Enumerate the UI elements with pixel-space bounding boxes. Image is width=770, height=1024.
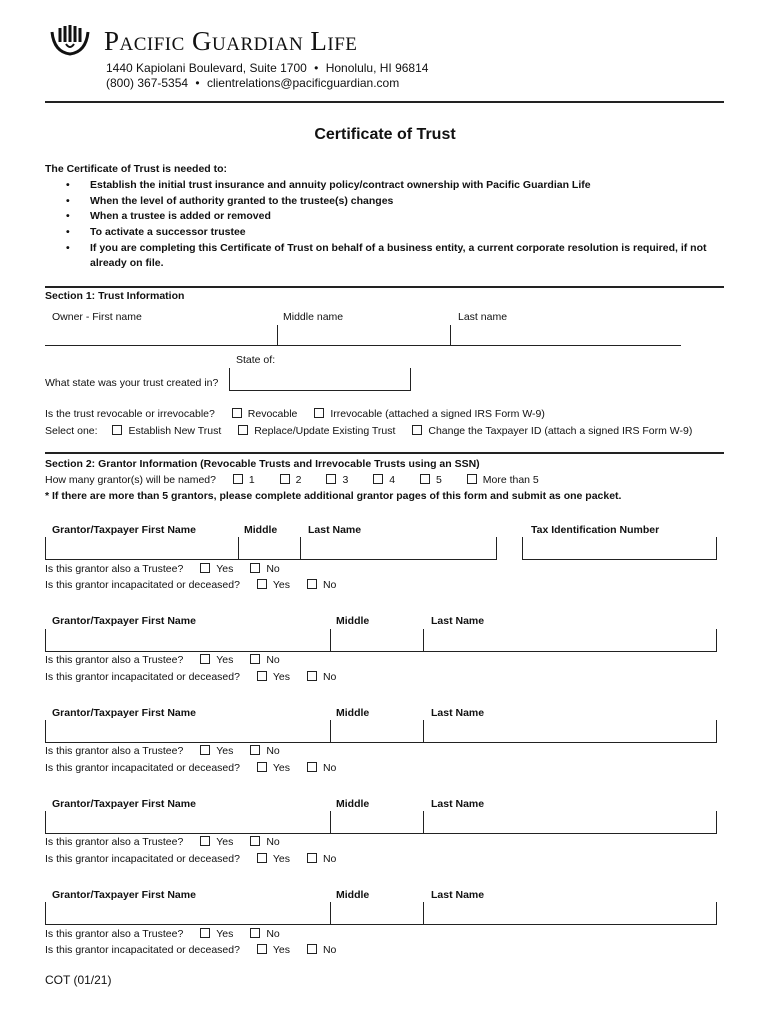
trustee-yes-option[interactable]: Yes (200, 836, 233, 848)
contact-line (106, 76, 399, 90)
incapacitated-no-option[interactable]: No (307, 762, 336, 774)
checkbox-icon[interactable] (257, 671, 267, 681)
revocable-row (45, 408, 559, 420)
section1-divider (45, 286, 724, 288)
grantor-last-label: Last Name (431, 615, 485, 627)
incapacitated-question-row (45, 944, 350, 956)
owner-first-label: Owner - First name (52, 311, 142, 323)
trustee-question-row (45, 654, 294, 666)
grantor-middle-label: Middle (336, 889, 370, 901)
select-one-label: Select one: (45, 425, 98, 437)
grantor-first-field[interactable] (45, 902, 330, 925)
trustee-question: Is this grantor also a Trustee? (45, 928, 184, 940)
grantor-middle-field[interactable] (330, 811, 423, 834)
checkbox-icon[interactable] (307, 944, 317, 954)
revocable-option[interactable]: Revocable (232, 408, 298, 420)
grantor-first-field[interactable] (45, 537, 238, 560)
trustee-question-row (45, 745, 294, 757)
checkbox-icon[interactable] (307, 853, 317, 863)
grantor-last-field[interactable] (423, 720, 717, 743)
owner-middle-field[interactable] (277, 325, 450, 346)
incapacitated-question-row (45, 762, 350, 774)
checkbox-icon[interactable] (250, 836, 260, 846)
trustee-yes-option[interactable]: Yes (200, 563, 233, 575)
grantor-last-label: Last Name (431, 798, 485, 810)
grantor-middle-field[interactable] (330, 629, 423, 652)
owner-last-field[interactable] (450, 325, 681, 346)
checkbox-icon[interactable] (373, 474, 383, 484)
grantor-last-label: Last Name (431, 707, 485, 719)
checkbox-icon[interactable] (238, 425, 248, 435)
trustee-question: Is this grantor also a Trustee? (45, 836, 184, 848)
bullet-separator: • (314, 61, 319, 75)
intro-bullet: • To activate a successor trustee (66, 226, 246, 238)
checkbox-icon[interactable] (200, 654, 210, 664)
incapacitated-no-option[interactable]: No (307, 579, 336, 591)
grantor-tin-label: Tax Identification Number (531, 524, 660, 536)
email: clientrelations@pacificguardian.com (206, 76, 400, 90)
phone: (800) 367-5354 (106, 76, 189, 90)
checkbox-icon[interactable] (257, 762, 267, 772)
grantor-middle-field[interactable] (330, 902, 423, 925)
grantor-note: * If there are more than 5 grantors, please complete additional grantor pages of this form and submit as one packet. (45, 490, 622, 502)
grantor-count-question: How many grantor(s) will be named? (45, 474, 216, 486)
trustee-yes-option[interactable]: Yes (200, 654, 233, 666)
revocable-question: Is the trust revocable or irrevocable? (45, 408, 215, 420)
checkbox-icon[interactable] (412, 425, 422, 435)
checkbox-icon[interactable] (257, 944, 267, 954)
incapacitated-question-row (45, 579, 350, 591)
owner-last-label: Last name (458, 311, 508, 323)
grantor-first-label: Grantor/Taxpayer First Name (52, 798, 196, 810)
trustee-question: Is this grantor also a Trustee? (45, 654, 184, 666)
grantor-first-label: Grantor/Taxpayer First Name (52, 889, 196, 901)
checkbox-icon[interactable] (326, 474, 336, 484)
select-one-row (45, 425, 706, 437)
grantor-middle-label: Middle (336, 707, 370, 719)
count-option-2[interactable]: 2 (280, 474, 302, 486)
checkbox-icon[interactable] (250, 654, 260, 664)
trustee-question: Is this grantor also a Trustee? (45, 745, 184, 757)
incapacitated-yes-option[interactable]: Yes (257, 944, 290, 956)
incapacitated-no-option[interactable]: No (307, 944, 336, 956)
checkbox-icon[interactable] (232, 408, 242, 418)
owner-middle-label: Middle name (283, 311, 344, 323)
checkbox-icon[interactable] (307, 579, 317, 589)
irrevocable-option[interactable]: Irrevocable (attached a signed IRS Form W-9) (314, 408, 545, 420)
incapacitated-question: Is this grantor incapacitated or deceased? (45, 762, 240, 774)
checkbox-icon[interactable] (200, 563, 210, 573)
intro-bullet: • If you are completing this Certificate of Trust on behalf of a business entity, a current corporate resolution is required, if not (66, 242, 707, 254)
trustee-yes-option[interactable]: Yes (200, 928, 233, 940)
grantor-first-label: Grantor/Taxpayer First Name (52, 707, 196, 719)
checkbox-icon[interactable] (200, 928, 210, 938)
count-option-1[interactable]: 1 (233, 474, 255, 486)
grantor-middle-field[interactable] (238, 537, 300, 560)
grantor-first-label: Grantor/Taxpayer First Name (52, 615, 196, 627)
grantor-tin-field[interactable] (522, 537, 717, 560)
intro-bullet-continuation: already on file. (90, 257, 164, 269)
checkbox-icon[interactable] (314, 408, 324, 418)
replace-trust-option[interactable]: Replace/Update Existing Trust (238, 425, 395, 437)
section2-heading: Section 2: Grantor Information (Revocable Trusts and Irrevocable Trusts using an SSN) (45, 458, 480, 470)
trustee-question-row (45, 563, 294, 575)
checkbox-icon[interactable] (280, 474, 290, 484)
grantor-last-label: Last Name (308, 524, 362, 536)
checkbox-icon[interactable] (250, 563, 260, 573)
count-option-more[interactable]: More than 5 (467, 474, 539, 486)
incapacitated-question: Is this grantor incapacitated or deceased? (45, 579, 240, 591)
trustee-question: Is this grantor also a Trustee? (45, 563, 184, 575)
checkbox-icon[interactable] (200, 836, 210, 846)
incapacitated-no-option[interactable]: No (307, 853, 336, 865)
incapacitated-question-row (45, 853, 350, 865)
checkbox-icon[interactable] (200, 745, 210, 755)
grantor-middle-label: Middle (336, 798, 370, 810)
grantor-first-field[interactable] (45, 629, 330, 652)
incapacitated-question: Is this grantor incapacitated or deceased? (45, 944, 240, 956)
intro-bullet: • When the level of authority granted to the trustee(s) changes (66, 195, 394, 207)
trustee-no-option[interactable]: No (250, 745, 279, 757)
count-option-5[interactable]: 5 (420, 474, 442, 486)
trustee-question-row (45, 928, 294, 940)
trustee-no-option[interactable]: No (250, 654, 279, 666)
grantor-last-field[interactable] (423, 629, 717, 652)
change-tax-option[interactable]: Change the Taxpayer ID (attach a signed IRS Form W-9) (412, 425, 692, 437)
checkbox-icon[interactable] (250, 928, 260, 938)
page-title: Certificate of Trust (314, 126, 456, 143)
incapacitated-question: Is this grantor incapacitated or deceased? (45, 671, 240, 683)
checkbox-icon[interactable] (467, 474, 477, 484)
state-question: What state was your trust created in? (45, 377, 219, 389)
checkbox-icon[interactable] (420, 474, 430, 484)
state-label: State of: (236, 354, 276, 366)
bullet-separator: • (195, 76, 200, 90)
grantor-middle-label: Middle (244, 524, 278, 536)
header-divider (45, 101, 724, 103)
checkbox-icon[interactable] (250, 745, 260, 755)
checkbox-icon[interactable] (307, 762, 317, 772)
grantor-count-row (45, 474, 553, 486)
grantor-last-field[interactable] (423, 902, 717, 925)
count-option-4[interactable]: 4 (373, 474, 395, 486)
street-address: 1440 Kapiolani Boulevard, Suite 1700 (106, 61, 307, 75)
section2-divider (45, 452, 724, 454)
checkbox-icon[interactable] (233, 474, 243, 484)
city-state-zip: Honolulu, HI 96814 (325, 61, 429, 75)
grantor-last-field[interactable] (300, 537, 497, 560)
trustee-yes-option[interactable]: Yes (200, 745, 233, 757)
grantor-first-field[interactable] (45, 811, 330, 834)
checkbox-icon[interactable] (257, 579, 267, 589)
incapacitated-question-row (45, 671, 350, 683)
incapacitated-no-option[interactable]: No (307, 671, 336, 683)
trustee-no-option[interactable]: No (250, 563, 279, 575)
grantor-last-label: Last Name (431, 889, 485, 901)
address-line (106, 61, 428, 75)
new-trust-option[interactable]: Establish New Trust (112, 425, 221, 437)
grantor-middle-field[interactable] (330, 720, 423, 743)
incapacitated-yes-option[interactable]: Yes (257, 671, 290, 683)
intro-bullet: • Establish the initial trust insurance and annuity policy/contract ownership with Pacific Guardian Life (66, 179, 591, 191)
grantor-middle-label: Middle (336, 615, 370, 627)
incapacitated-yes-option[interactable]: Yes (257, 762, 290, 774)
form-code: COT (01/21) (45, 973, 112, 987)
grantor-first-label: Grantor/Taxpayer First Name (52, 524, 196, 536)
company-name: Pacific Guardian Life (104, 26, 358, 56)
grantor-first-field[interactable] (45, 720, 330, 743)
trustee-no-option[interactable]: No (250, 836, 279, 848)
company-logo-icon (46, 22, 94, 58)
checkbox-icon[interactable] (112, 425, 122, 435)
incapacitated-question: Is this grantor incapacitated or deceased? (45, 853, 240, 865)
intro-lead: The Certificate of Trust is needed to: (45, 163, 228, 175)
state-field[interactable] (229, 368, 411, 391)
checkbox-icon[interactable] (257, 853, 267, 863)
trustee-no-option[interactable]: No (250, 928, 279, 940)
incapacitated-yes-option[interactable]: Yes (257, 579, 290, 591)
incapacitated-yes-option[interactable]: Yes (257, 853, 290, 865)
grantor-last-field[interactable] (423, 811, 717, 834)
count-option-3[interactable]: 3 (326, 474, 348, 486)
intro-bullet: • When a trustee is added or removed (66, 210, 271, 222)
section1-heading: Section 1: Trust Information (45, 290, 185, 302)
checkbox-icon[interactable] (307, 671, 317, 681)
trustee-question-row (45, 836, 294, 848)
owner-first-field[interactable] (45, 325, 277, 346)
